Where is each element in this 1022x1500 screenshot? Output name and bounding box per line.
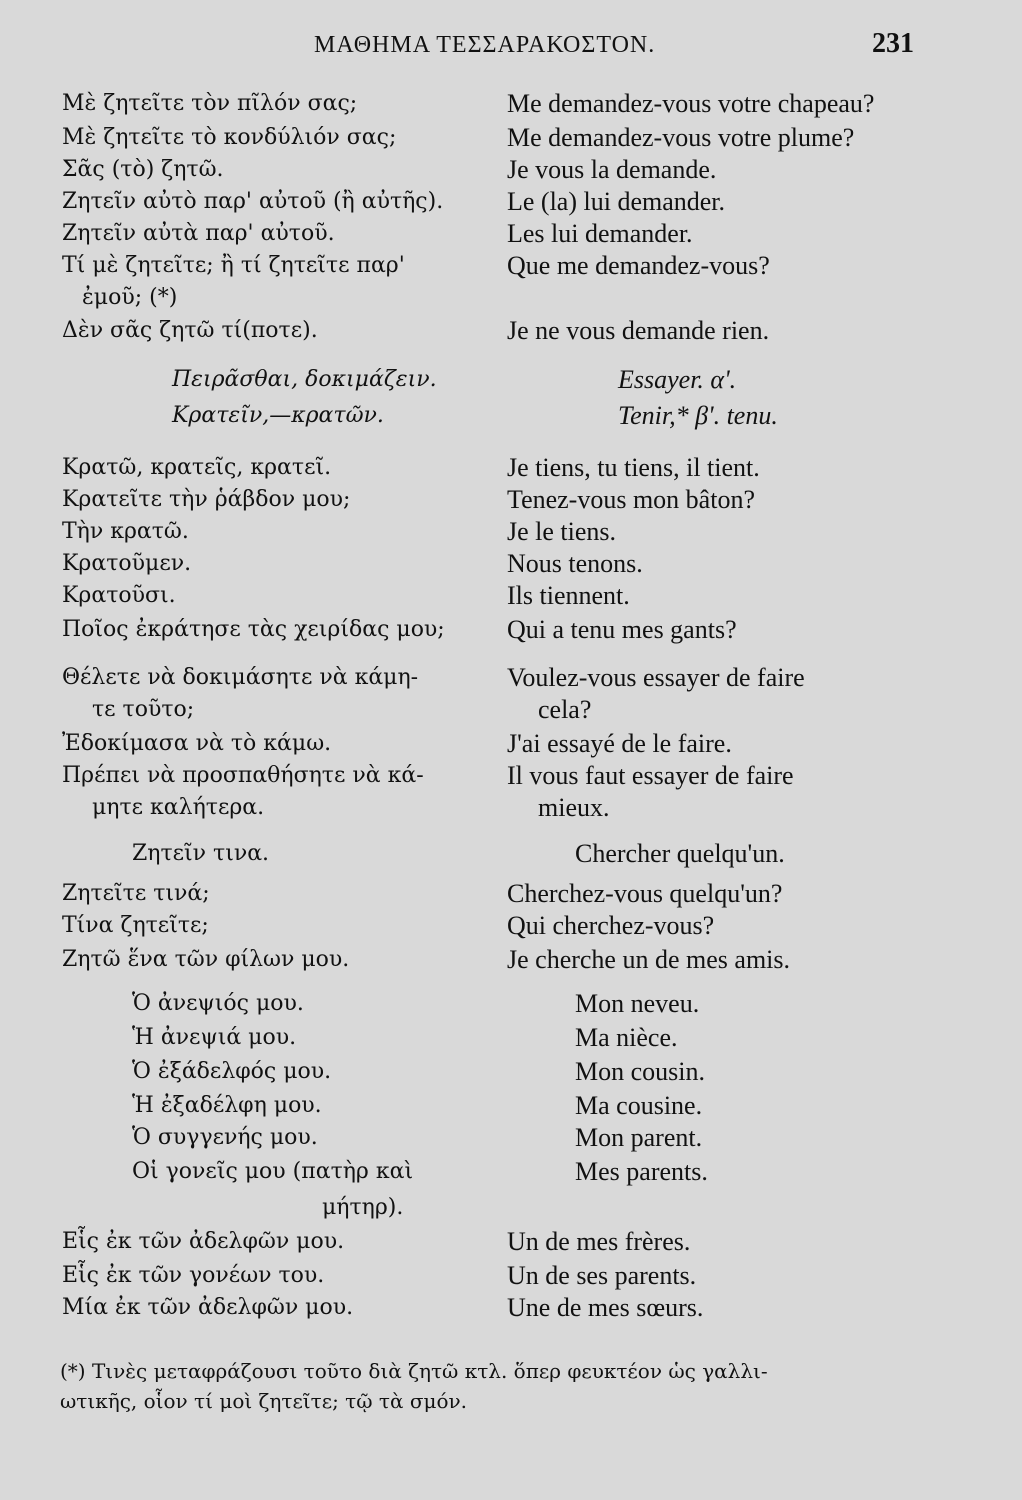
greek-text: Μὲ ζητεῖτε τὸ κονδύλιόν σας; [62, 125, 397, 150]
phrase-row [0, 838, 1022, 870]
greek-text: Ἐδοκίμασα νὰ τὸ κάμω. [62, 731, 332, 756]
chapter-title: ΜΑΘΗΜΑ ΤΕΣΣΑΡΑΚΟΣΤΟΝ. [314, 32, 656, 58]
french-heading: Tenir,* β'. tenu. [618, 401, 778, 430]
greek-text: Τὴν κρατῶ. [62, 519, 189, 544]
phrase-row [0, 1226, 1022, 1258]
greek-text: Κρατοῦμεν. [62, 551, 192, 576]
phrase-row [0, 250, 1022, 282]
french-text: Un de ses parents. [507, 1261, 697, 1290]
greek-text: Ἡ ἐξαδέλφη μου. [132, 1093, 322, 1118]
greek-heading: Κρατεῖν,—κρατῶν. [172, 403, 384, 428]
footnote-line: (*) Τινὲς μεταφράζουσι τοῦτο διὰ ζητῶ κτλ. ὅπερ φευκτέον ὡς γαλλι- [60, 1359, 768, 1383]
phrase-row [0, 614, 1022, 646]
phrase-row [0, 452, 1022, 484]
french-text: Un de mes frères. [507, 1227, 691, 1256]
french-text: mieux. [538, 793, 610, 822]
greek-text: Ὁ ἐξάδελφός μου. [132, 1059, 332, 1084]
greek-text: Κρατοῦσι. [62, 583, 176, 608]
french-text: Qui a tenu mes gants? [507, 615, 737, 644]
french-text: Tenez-vous mon bâton? [507, 485, 755, 514]
greek-text: ἐμοῦ; (*) [82, 285, 178, 310]
phrase-row [0, 186, 1022, 218]
greek-text: Μὲ ζητεῖτε τὸν πῖλόν σας; [62, 91, 358, 116]
greek-text: Μία ἐκ τῶν ἀδελφῶν μου. [62, 1295, 354, 1320]
greek-text: Κρατῶ, κρατεῖς, κρατεῖ. [62, 455, 332, 480]
greek-text: Σᾶς (τὸ) ζητῶ. [62, 157, 224, 182]
footnote-line: ωτικῆς, οἷον τί μοὶ ζητεῖτε; τῷ τὰ σμόν. [60, 1389, 468, 1413]
french-text: Mes parents. [575, 1157, 708, 1186]
greek-text: μήτηρ). [322, 1195, 404, 1220]
greek-heading: Ζητεῖν τινα. [132, 841, 270, 866]
phrase-row [0, 1122, 1022, 1154]
french-text: Je cherche un de mes amis. [507, 945, 791, 974]
french-text: Mon neveu. [575, 989, 700, 1018]
greek-text: Ἡ ἀνεψιά μου. [132, 1025, 297, 1050]
phrase-row [0, 580, 1022, 612]
greek-text: Ποῖος ἐκράτησε τὰς χειρίδας μου; [62, 617, 445, 642]
greek-text: Τίνα ζητεῖτε; [62, 913, 209, 938]
french-text: Je vous la demande. [507, 155, 717, 184]
greek-text: Ζητεῖν αὐτὰ παρ' αὐτοῦ. [62, 221, 335, 246]
greek-text: Ζητῶ ἕνα τῶν φίλων μου. [62, 947, 350, 972]
greek-text: Δὲν σᾶς ζητῶ τί(ποτε). [62, 318, 318, 343]
greek-text: Εἷς ἐκ τῶν γονέων του. [62, 1263, 325, 1288]
french-text: Que me demandez-vous? [507, 251, 770, 280]
greek-text: Εἷς ἐκ τῶν ἀδελφῶν μου. [62, 1229, 345, 1254]
french-text: Cherchez-vous quelqu'un? [507, 879, 783, 908]
french-text: cela? [538, 695, 592, 724]
page-number: 231 [872, 28, 914, 59]
phrase-row [0, 154, 1022, 186]
french-text: Je le tiens. [507, 517, 617, 546]
greek-text: Θέλετε νὰ δοκιμάσητε νὰ κάμη- [62, 665, 419, 690]
french-text: Me demandez-vous votre chapeau? [507, 89, 875, 118]
french-text: Je tiens, tu tiens, il tient. [507, 453, 760, 482]
greek-text: Ζητεῖτε τινά; [62, 881, 210, 906]
phrase-row [0, 1022, 1022, 1054]
phrase-row [0, 988, 1022, 1020]
french-text: Le (la) lui demander. [507, 187, 726, 216]
french-text: J'ai essayé de le faire. [507, 729, 732, 758]
french-text: Me demandez-vous votre plume? [507, 123, 855, 152]
phrase-row [0, 1292, 1022, 1324]
greek-text: Ὁ ἀνεψιός μου. [132, 991, 304, 1016]
phrase-row [0, 910, 1022, 942]
greek-heading: Πειρᾶσθαι, δοκιμάζειν. [172, 367, 437, 392]
phrase-row [0, 484, 1022, 516]
phrase-row [0, 218, 1022, 250]
phrase-row [0, 282, 1022, 314]
french-text: Ma cousine. [575, 1091, 703, 1120]
phrase-row [0, 1090, 1022, 1122]
greek-text: μητε καλήτερα. [92, 795, 265, 820]
phrase-row [0, 728, 1022, 760]
french-text: Qui cherchez-vous? [507, 911, 715, 940]
greek-text: Πρέπει νὰ προσπαθήσητε νὰ κά- [62, 763, 424, 788]
french-text: Il vous faut essayer de faire [507, 761, 794, 790]
greek-text: Τί μὲ ζητεῖτε; ἢ τί ζητεῖτε παρ' [62, 253, 405, 278]
french-text: Une de mes sœurs. [507, 1293, 704, 1322]
phrase-row [0, 944, 1022, 976]
greek-text: Ὁ συγγενής μου. [132, 1125, 318, 1150]
greek-text: Κρατεῖτε τὴν ῥάβδον μου; [62, 487, 351, 512]
french-text: Les lui demander. [507, 219, 693, 248]
french-text: Mon cousin. [575, 1057, 705, 1086]
french-text: Voulez-vous essayer de faire [507, 663, 805, 692]
phrase-row [0, 1260, 1022, 1292]
phrase-row [0, 364, 1022, 396]
phrase-row [0, 760, 1022, 792]
french-heading: Chercher quelqu'un. [575, 839, 785, 868]
greek-text: Οἱ γονεῖς μου (πατὴρ καὶ [132, 1159, 414, 1184]
phrase-row [0, 400, 1022, 432]
phrase-row [0, 88, 1022, 120]
phrase-row [0, 122, 1022, 154]
phrase-row [0, 662, 1022, 694]
phrase-row [0, 1192, 1022, 1224]
french-text: Ma nièce. [575, 1023, 678, 1052]
french-text: Mon parent. [575, 1123, 703, 1152]
phrase-row [0, 1156, 1022, 1188]
phrase-row [0, 878, 1022, 910]
greek-text: τε τοῦτο; [92, 697, 195, 722]
french-text: Nous tenons. [507, 549, 643, 578]
french-heading: Essayer. α'. [618, 365, 737, 394]
phrase-row [0, 792, 1022, 824]
phrase-row [0, 315, 1022, 347]
phrase-row [0, 516, 1022, 548]
phrase-row [0, 1056, 1022, 1088]
french-text: Je ne vous demande rien. [507, 316, 770, 345]
phrase-row [0, 694, 1022, 726]
french-text: Ils tiennent. [507, 581, 630, 610]
phrase-row [0, 548, 1022, 580]
greek-text: Ζητεῖν αὐτὸ παρ' αὐτοῦ (ἢ αὐτῆς). [62, 189, 444, 214]
